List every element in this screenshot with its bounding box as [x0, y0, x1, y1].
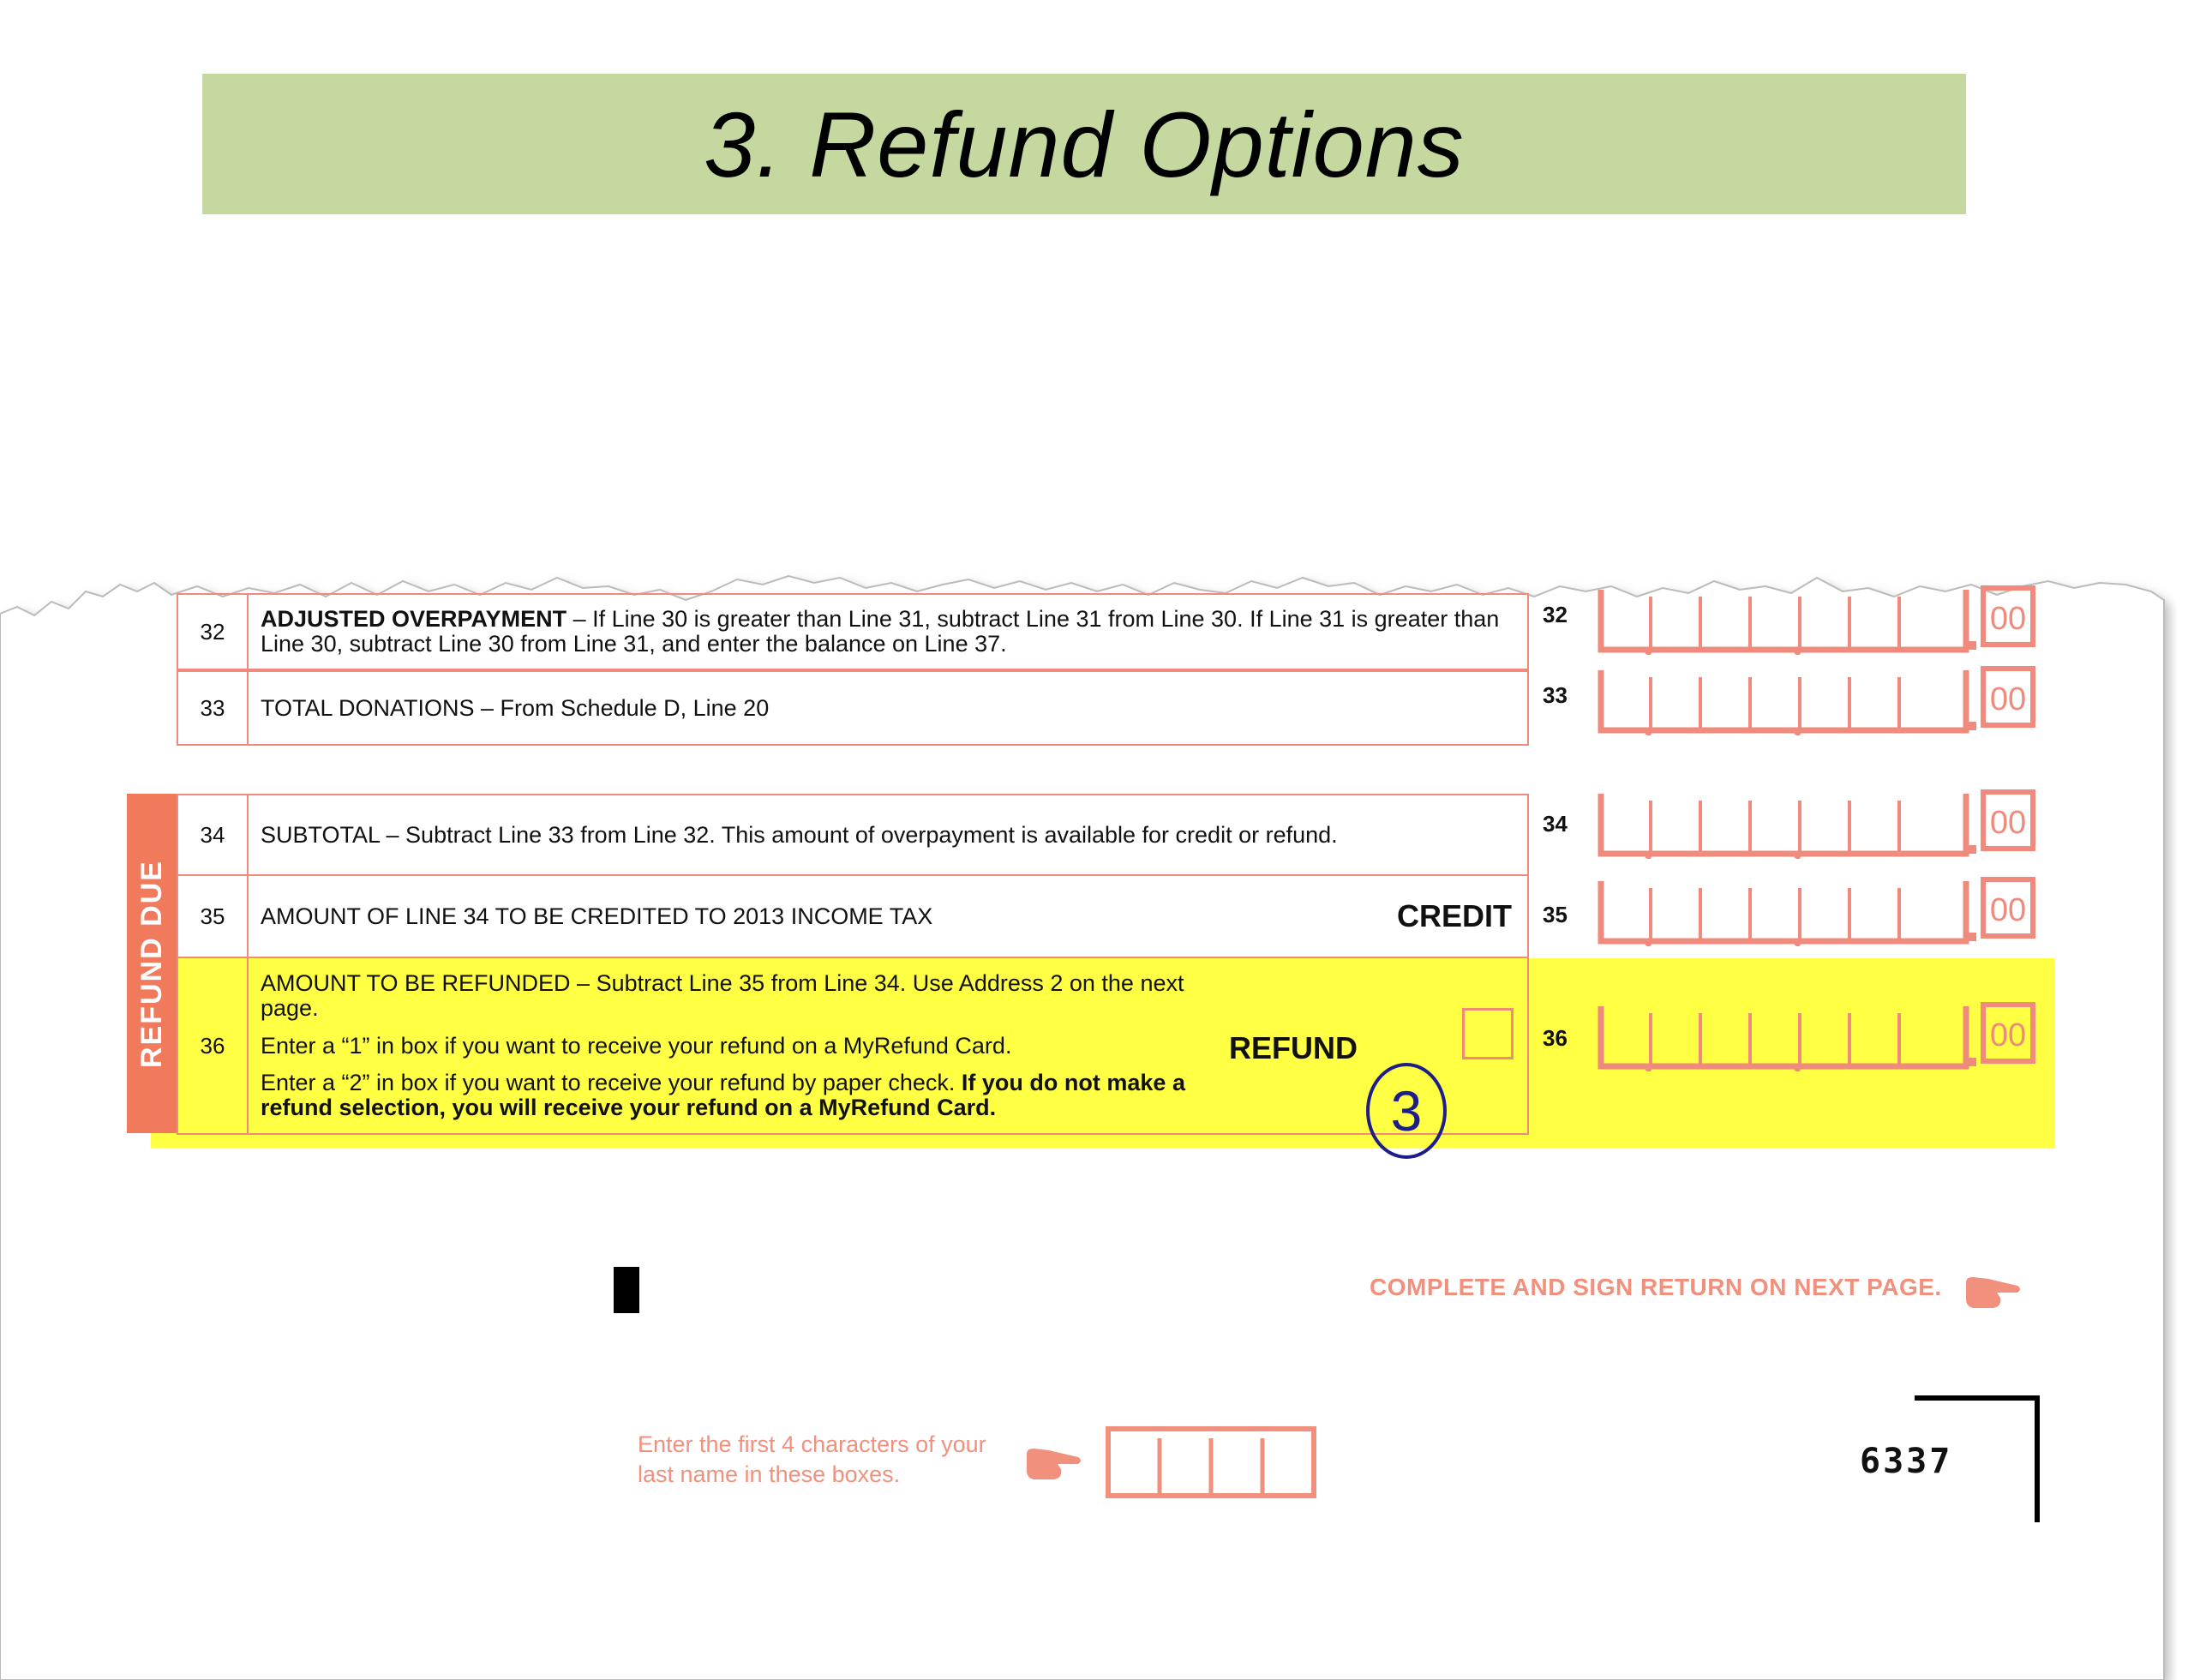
- pointing-hand-icon: [1023, 1445, 1085, 1483]
- section-title: 3. Refund Options: [704, 92, 1465, 196]
- line-35-amount-field[interactable]: [1598, 874, 2043, 945]
- pointing-hand-icon: [1963, 1274, 2024, 1311]
- line-36-side-number: 36: [1543, 1025, 1568, 1051]
- corner-registration-mark: [1915, 1395, 2040, 1522]
- step-marker-circle: [1366, 1063, 1447, 1159]
- line-36-option-card: Enter a “1” in box if you want to receive your refund on a MyRefund Card.: [261, 1032, 1012, 1059]
- lastname-instruction: Enter the first 4 characters of your last name in these boxes.: [638, 1431, 986, 1488]
- cents-value: 00: [1989, 601, 2027, 637]
- line-36-text: AMOUNT TO BE REFUNDED – Subtract Line 35 from Line 34. Use Address 2 on the next page.: [261, 970, 1184, 1022]
- line-36-option-check: [261, 1071, 1212, 1120]
- line-35-side-number: 35: [1543, 902, 1568, 927]
- line-32-text: – If Line 30 is greater than Line 31, subtract Line 31 from Line 30. If Line 31 is greater than Line 30, subtract Line 30 from Line 31, and enter the balance on Line 37.: [261, 606, 1500, 657]
- line-34-side-number: 34: [1543, 811, 1568, 837]
- amount-digit-boxes: [1598, 583, 2043, 655]
- refund-due-label: REFUND DUE: [135, 859, 168, 1068]
- line-number: 32: [178, 595, 249, 669]
- line-32-row: [177, 593, 1529, 670]
- line-32-amount-field[interactable]: [1598, 583, 2043, 653]
- cents-value: 00: [1989, 805, 2027, 841]
- step-marker-number: 3: [1390, 1079, 1423, 1143]
- line-32-side-number: 32: [1543, 602, 1568, 627]
- line-description: [249, 958, 1224, 1133]
- line-33-side-number: 33: [1543, 682, 1568, 708]
- cents-value: 00: [1989, 681, 2027, 717]
- default-refund-note: If you do not make a refund selection, you will receive your refund on a MyRefund Card.: [261, 1069, 1185, 1120]
- refund-label: REFUND: [1229, 1030, 1358, 1065]
- refund-selection-box[interactable]: [1462, 1008, 1514, 1059]
- line-description: SUBTOTAL – Subtract Line 33 from Line 32. This amount of overpayment is available for credit or refund.: [261, 821, 1338, 848]
- option-check-text: Enter a “2” in box if you want to receive your refund by paper check.: [261, 1069, 956, 1095]
- line-35-row: [177, 874, 1529, 958]
- complete-sign-note: COMPLETE AND SIGN RETURN ON NEXT PAGE.: [1370, 1274, 1942, 1300]
- amount-digit-boxes: [1598, 663, 2043, 735]
- section-banner: [202, 74, 1966, 214]
- line-34-amount-field[interactable]: [1598, 787, 2043, 857]
- lastname-boxes[interactable]: [1106, 1426, 1316, 1498]
- text-cursor: [614, 1267, 639, 1313]
- amount-digit-boxes: [1598, 999, 2043, 1071]
- line-number: 33: [178, 672, 249, 744]
- line-number: 36: [178, 958, 249, 1133]
- line-33-row: [177, 670, 1529, 746]
- amount-digit-boxes: [1598, 874, 2043, 946]
- refund-due-tab: [127, 794, 177, 1133]
- line-description: [249, 595, 1527, 669]
- line-33-amount-field[interactable]: [1598, 663, 2043, 734]
- line-number: 35: [178, 876, 249, 957]
- cents-value: 00: [1989, 1017, 2027, 1053]
- line-36-amount-field[interactable]: [1598, 999, 2043, 1070]
- line-number: 34: [178, 795, 249, 874]
- line-description: TOTAL DONATIONS – From Schedule D, Line 20: [261, 694, 770, 721]
- cents-value: 00: [1989, 892, 2027, 928]
- line-description: AMOUNT OF LINE 34 TO BE CREDITED TO 2013 INCOME TAX: [261, 903, 933, 929]
- line-34-row: [177, 794, 1529, 876]
- amount-digit-boxes: [1598, 787, 2043, 859]
- form-number: 6337: [1860, 1442, 1953, 1481]
- line-32-heading: ADJUSTED OVERPAYMENT: [261, 606, 567, 633]
- credit-label: CREDIT: [1397, 898, 1512, 933]
